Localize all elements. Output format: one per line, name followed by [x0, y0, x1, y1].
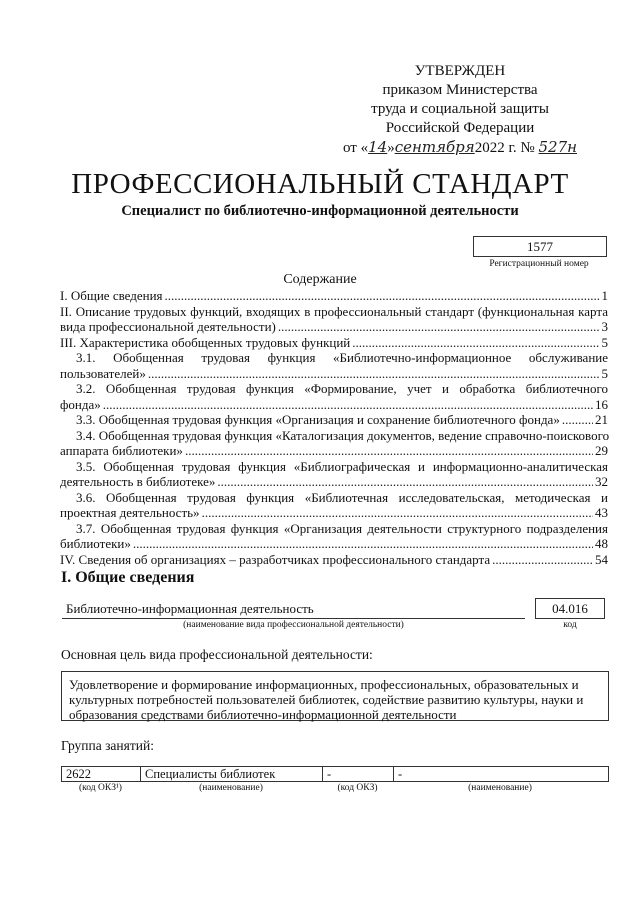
- approval-title: УТВЕРЖДЕН: [414, 63, 506, 79]
- code-caption: код: [563, 620, 577, 630]
- toc-item-page: 1: [601, 288, 608, 303]
- document-subtitle: Специалист по библиотечно-информационной деятельности: [121, 203, 519, 219]
- toc-item[interactable]: [60, 366, 608, 382]
- okz-code-1: 2622: [62, 767, 141, 781]
- section-heading: I. Общие сведения: [61, 569, 195, 586]
- approval-date-line: [330, 138, 590, 158]
- date-month: сентября: [394, 138, 475, 156]
- occupation-name-2: -: [398, 767, 403, 781]
- document-title: ПРОФЕССИОНАЛЬНЫЙ СТАНДАРТ: [71, 168, 569, 200]
- date-prefix: от «: [342, 140, 369, 156]
- toc-item-text: 3.3. Обобщенная трудовая функция «Организация и сохранение библиотечного фонда»: [76, 412, 560, 427]
- toc-item-line1: 3.4. Обобщенная трудовая функция «Каталогизация документов, ведение справочно-поискового: [76, 427, 610, 443]
- caption-okz-1: (код ОКЗ¹): [79, 783, 122, 793]
- order-number: 527н: [538, 138, 577, 156]
- approval-line-4: Российской Федерации: [385, 120, 535, 136]
- toc-item-page: 29: [595, 443, 608, 458]
- toc-item[interactable]: [60, 319, 608, 335]
- date-year: 2022 г. №: [474, 140, 535, 156]
- toc-item[interactable]: [60, 536, 608, 552]
- toc-item-text: фонда»: [60, 396, 101, 412]
- toc-item-text: аппарата библиотеки»: [60, 443, 183, 458]
- toc-item[interactable]: [60, 397, 608, 413]
- toc-item-line1: 3.5. Обобщенная трудовая функция «Библиографическая и информационно-аналитическая: [76, 458, 608, 474]
- activity-name: Библиотечно-информационная деятельность: [66, 601, 314, 616]
- date-day: 14: [368, 138, 388, 156]
- toc-item-page: 16: [595, 396, 608, 412]
- toc-item-text: библиотеки»: [60, 536, 131, 551]
- toc-item-text: деятельность в библиотеке»: [60, 474, 216, 489]
- toc-item-page: 3: [601, 319, 608, 334]
- toc-item-text: I. Общие сведения: [60, 288, 163, 303]
- occupation-group-table: [61, 766, 609, 782]
- toc-item[interactable]: [60, 335, 608, 351]
- toc-item-line1: 3.7. Обобщенная трудовая функция «Организация деятельности структурного подразделения: [76, 520, 608, 536]
- okz-code-2: -: [323, 767, 394, 781]
- toc-item-page: 5: [601, 334, 608, 350]
- toc-heading: Содержание: [283, 272, 357, 287]
- caption-okz-2: (код ОКЗ): [337, 783, 378, 793]
- caption-name-1: (наименование): [199, 783, 263, 793]
- toc-item-page: 54: [595, 551, 608, 567]
- table-of-contents: [60, 288, 608, 567]
- toc-item-text: пользователей»: [60, 365, 146, 381]
- approval-block: [330, 62, 590, 158]
- toc-item-text: вида профессиональной деятельности): [60, 319, 276, 334]
- toc-item[interactable]: [60, 443, 608, 459]
- toc-item-page: 43: [595, 505, 608, 520]
- approval-line-3: труда и социальной защиты: [371, 101, 549, 117]
- group-label: Группа занятий:: [61, 738, 154, 753]
- toc-item-page: 48: [595, 536, 608, 551]
- toc-item[interactable]: [60, 288, 608, 304]
- registration-number: 1577: [473, 236, 607, 257]
- occupation-name-1: Специалисты библиотек: [141, 767, 323, 781]
- toc-item-text: III. Характеристика обобщенных трудовых функций: [60, 334, 351, 350]
- date-mid: »: [387, 140, 395, 156]
- goal-text: Удовлетворение и формирование информационных, профессиональных, образовательных и культурных потребностей пользователей библиотек, содействие развитию культуры, науки и образования средствами библиотечно-информационной деятельности: [61, 671, 609, 721]
- toc-item-page: 21: [595, 412, 608, 427]
- activity-caption: (наименование вида профессиональной деятельности): [183, 620, 404, 630]
- toc-item-page: 32: [595, 474, 608, 489]
- caption-name-2: (наименование): [468, 783, 532, 793]
- approval-line-2: приказом Министерства: [382, 82, 538, 98]
- toc-item[interactable]: [60, 412, 608, 428]
- toc-item-text: проектная деятельность»: [60, 505, 200, 520]
- activity-underline: [62, 618, 525, 619]
- activity-code: 04.016: [535, 598, 605, 619]
- toc-item[interactable]: [60, 505, 608, 521]
- toc-item-line1: II. Описание трудовых функций, входящих в профессиональный стандарт (функциональная карта: [60, 303, 608, 319]
- toc-item-text: IV. Сведения об организациях – разработчиках профессионального стандарта: [60, 551, 491, 567]
- registration-label: Регистрационный номер: [489, 259, 589, 269]
- toc-item[interactable]: [60, 552, 608, 568]
- toc-item-line1: 3.2. Обобщенная трудовая функция «Формирование, учет и обработка библиотечного: [76, 381, 608, 396]
- toc-item-page: 5: [601, 365, 608, 381]
- toc-item-line1: 3.1. Обобщенная трудовая функция «Библиотечно-информационное обслуживание: [76, 350, 608, 365]
- toc-item-line1: 3.6. Обобщенная трудовая функция «Библиотечная исследовательская, методическая и: [76, 489, 608, 505]
- goal-label: Основная цель вида профессиональной деятельности:: [61, 647, 373, 662]
- toc-item[interactable]: [60, 474, 608, 490]
